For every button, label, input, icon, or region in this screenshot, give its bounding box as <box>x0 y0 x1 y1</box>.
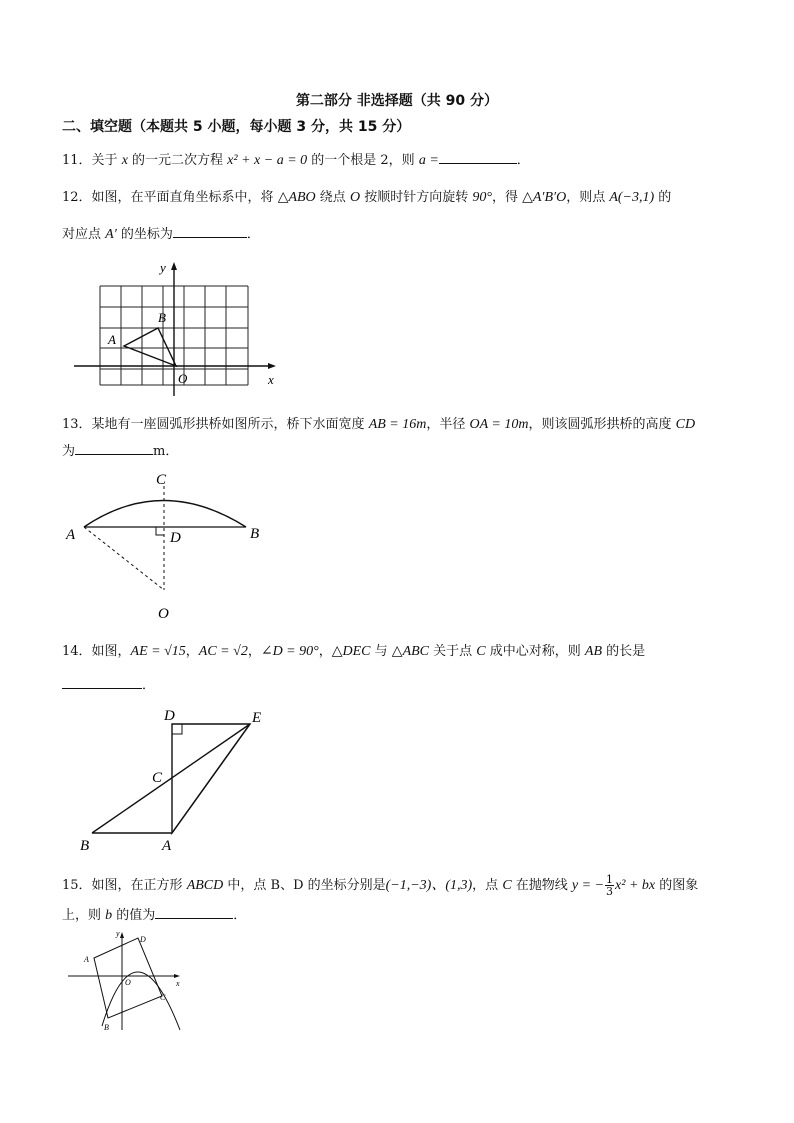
q15-parabola <box>102 972 180 1030</box>
q14-text: 成中心对称，则 <box>485 644 585 659</box>
q12-label-x: x <box>268 372 274 387</box>
q15-label-b: B <box>104 1023 109 1032</box>
q15-text: 中，点 B、D 的坐标分别是 <box>223 878 386 893</box>
q14-text: 与 <box>370 644 392 659</box>
question-15-line1 <box>62 874 698 897</box>
q13-label-c: C <box>156 472 167 488</box>
q12-text: 的 <box>654 190 672 205</box>
q13-figure-arch <box>62 468 282 620</box>
q13-answer-blank <box>75 442 153 455</box>
q14-label-a: A <box>162 838 172 854</box>
q11-answer-blank <box>439 151 517 164</box>
q14-label-d: D <box>164 708 175 724</box>
q15-label-c: C <box>160 993 166 1002</box>
q12-text: 绕点 <box>315 190 350 205</box>
part-title: 第二部分 非选择题（共 90 分） <box>295 93 499 109</box>
q13-text: 13．某地有一座圆弧形拱桥如图所示，桥下水面宽度 <box>62 417 369 432</box>
q15-text: ，点 <box>472 878 503 893</box>
q15-text: 上，则 <box>62 908 106 923</box>
q15-y-arrow <box>120 932 124 938</box>
q15-x-arrow <box>174 974 180 978</box>
q15-label-a: A <box>84 955 89 964</box>
q12-text: 对应点 <box>62 227 106 242</box>
q15-text: 在抛物线 <box>511 878 572 893</box>
q15-frac-num: 1 <box>606 873 614 886</box>
question-13-line1 <box>62 416 695 434</box>
q14-right-angle-mark <box>172 724 182 734</box>
q14-text: 关于点 <box>429 644 477 659</box>
question-14-line1 <box>62 643 645 661</box>
q14-text: ， <box>318 644 332 659</box>
q12-label-y: y <box>160 260 166 275</box>
q14-text: ， <box>185 644 199 659</box>
q15-answer-blank <box>155 906 233 919</box>
q12-y-arrow <box>171 262 177 270</box>
q14-label-c: C <box>152 770 163 786</box>
question-13-line2 <box>62 442 178 461</box>
q15-coords: (−1,−3)、(1,3) <box>385 878 473 893</box>
q15-eq-lhs: y = − <box>571 878 605 893</box>
q13-right-angle-mark <box>156 527 164 535</box>
section-title: 二、填空题（本题共 5 小题，每小题 3 分，共 15 分） <box>62 119 411 135</box>
q13-label-b: B <box>250 526 260 542</box>
q12-text: 12．如图，在平面直角坐标系中，将 <box>62 190 278 205</box>
q12-label-b: B <box>158 310 166 325</box>
q12-angle: 90° <box>472 190 492 205</box>
q12-text: 按顺时针方向旋转 <box>360 190 473 205</box>
q12-x-arrow <box>268 363 276 369</box>
q12-answer-blank <box>173 225 247 238</box>
q12-point-a: A(−3,1) <box>609 190 655 205</box>
question-12-line2 <box>62 225 260 244</box>
q15-frac-den: 3 <box>606 885 614 898</box>
q13-line-ao <box>84 527 164 590</box>
question-14-line2 <box>62 676 155 695</box>
q12-label-a: A <box>108 332 116 347</box>
q15-text: 的图象 <box>655 878 699 893</box>
q14-text: 的长是 <box>602 644 646 659</box>
q14-triangle-abc: △ABC <box>391 644 430 659</box>
question-15-line2 <box>62 906 246 925</box>
q12-triangle-abo: △ABO <box>277 190 316 205</box>
q12-figure-grid <box>68 258 288 400</box>
q14-triangle-dec: △DEC <box>331 644 371 659</box>
q15-label-o: O <box>125 978 131 987</box>
q15-text: 15．如图，在正方形 <box>62 878 187 893</box>
q11-suffix: 的一个根是 2，则 <box>307 153 419 168</box>
q13-text: m． <box>153 444 179 459</box>
q13-arc <box>84 501 246 528</box>
q14-angle-d: ∠D = 90° <box>260 644 319 659</box>
q15-eq-rhs: x² + bx <box>615 878 656 893</box>
q13-text: ，半径 <box>426 417 470 432</box>
q14-label-b: B <box>80 838 90 854</box>
q13-label-d: D <box>170 530 181 546</box>
q12-text: ，得 <box>491 190 523 205</box>
q12-text: ． <box>246 227 260 242</box>
q14-label-e: E <box>252 710 262 726</box>
q15-fraction <box>605 874 614 897</box>
q14-ac: AC = √2 <box>198 644 248 659</box>
q15-text: 的值为 <box>112 908 156 923</box>
q14-text: ． <box>142 678 156 693</box>
q14-segment-be <box>92 724 250 833</box>
q14-segment-ae <box>172 724 250 833</box>
q11-prefix: 11．关于 <box>62 153 122 168</box>
q13-ab: AB = 16m <box>368 417 427 432</box>
q11-answer-lhs: a = <box>418 153 439 168</box>
q15-var-b: b <box>105 908 113 923</box>
q12-point-a-prime: A′ <box>105 227 117 242</box>
q12-text: ，则点 <box>566 190 610 205</box>
q13-label-a: A <box>66 527 76 543</box>
q12-triangle-shape <box>124 328 176 366</box>
q14-point-c: C <box>476 644 486 659</box>
q15-label-x: x <box>176 979 180 988</box>
q12-point-o: O <box>349 190 361 205</box>
question-12-line1 <box>62 189 671 207</box>
q15-square: ABCD <box>186 878 224 893</box>
q15-label-y: y <box>116 929 120 938</box>
q13-label-o: O <box>158 606 169 620</box>
q13-oa: OA = 10m <box>469 417 529 432</box>
q14-text: 14．如图， <box>62 644 131 659</box>
q14-ab: AB <box>584 644 602 659</box>
q11-mid: 的一元二次方程 <box>127 153 228 168</box>
question-11 <box>62 151 530 170</box>
q13-cd: CD <box>675 417 696 432</box>
q12-label-o: O <box>178 371 188 386</box>
q11-end: ． <box>516 153 530 168</box>
q13-text: 为 <box>62 444 76 459</box>
q12-triangle-rotated: △A′B′O <box>522 190 567 205</box>
q14-figure <box>74 704 274 854</box>
q15-point-c: C <box>502 878 512 893</box>
q14-text: ， <box>247 644 261 659</box>
q11-var: x <box>121 153 128 168</box>
q15-figure <box>64 926 194 1036</box>
q14-ae: AE = √15 <box>130 644 186 659</box>
q14-answer-blank <box>62 676 142 689</box>
q11-equation: x² + x − a = 0 <box>227 153 308 168</box>
q13-text: ，则该圆弧形拱桥的高度 <box>528 417 676 432</box>
q15-text: ． <box>233 908 247 923</box>
q12-text: 的坐标为 <box>116 227 173 242</box>
q15-label-d: D <box>140 935 146 944</box>
